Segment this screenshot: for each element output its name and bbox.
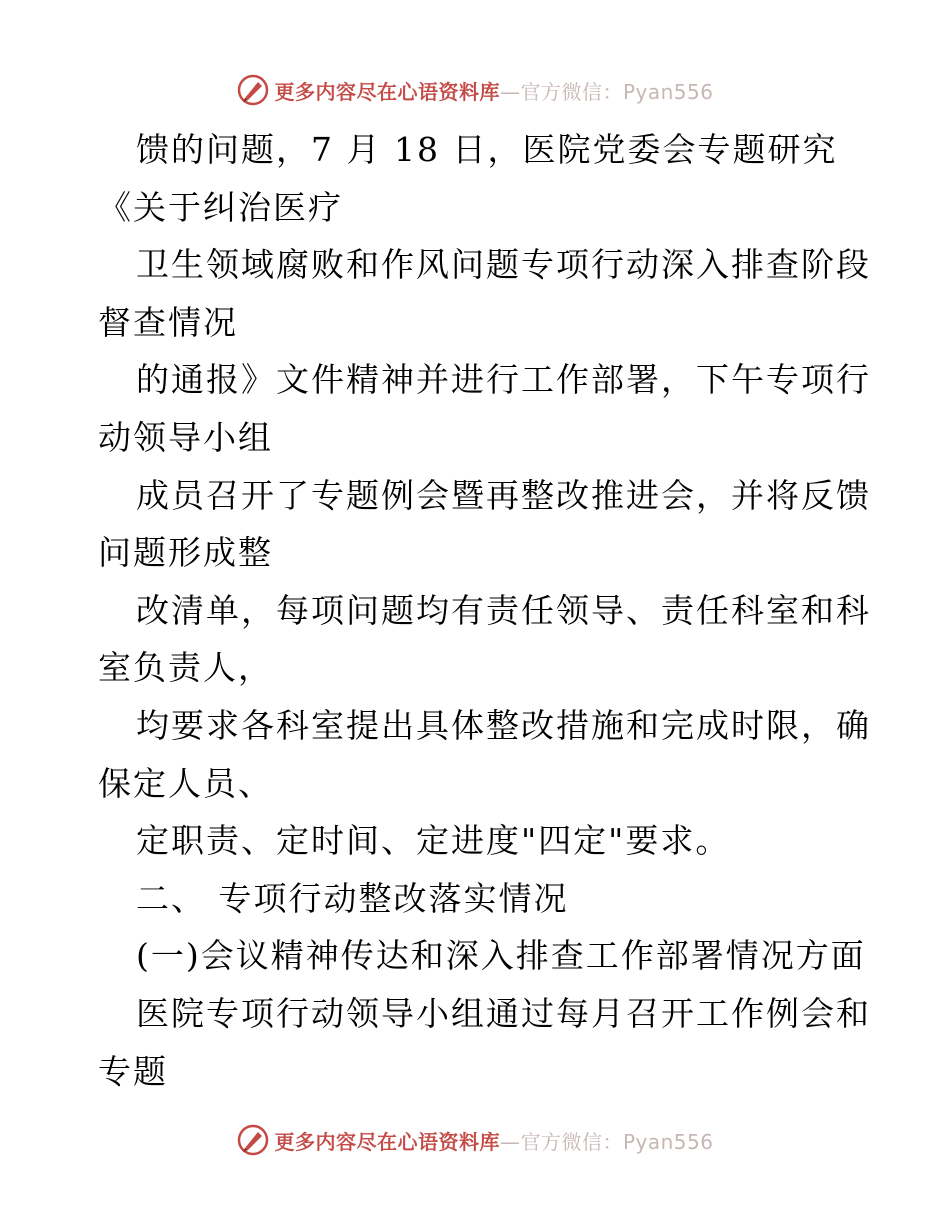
watermark-lead: 更多内容尽在心语资料库 [274, 79, 500, 104]
watermark-lead: 更多内容尽在心语资料库 [274, 1129, 500, 1154]
header-watermark [0, 70, 950, 110]
body-line: 督查情况 [98, 302, 238, 342]
body-line: 的通报》文件精神并进行工作部署，下午专项行 [136, 360, 871, 400]
body-line: 保定人员、 [98, 763, 273, 803]
pen-nib-logo-icon [236, 73, 270, 107]
body-line: 动领导小组 [98, 417, 273, 457]
body-line: 改清单，每项问题均有责任领导、责任科室和科 [136, 590, 871, 630]
watermark-dash: — [499, 79, 521, 104]
footer-watermark [0, 1120, 950, 1160]
body-line: 问题形成整 [98, 533, 273, 573]
body-line: 医院专项行动领导小组通过每月召开工作例会和 [136, 993, 871, 1033]
body-line: 定职责、定时间、定进度"四定"要求。 [136, 821, 731, 861]
pen-nib-logo-icon [236, 1123, 270, 1157]
subsection-heading: (一)会议精神传达和深入排查工作部署情况方面 [136, 936, 866, 976]
watermark-dash: — [499, 1129, 521, 1154]
body-line: 成员召开了专题例会暨再整改推进会，并将反馈 [136, 475, 871, 515]
watermark-rest: 官方微信：Pyan556 [520, 1129, 714, 1154]
body-line: 均要求各科室提出具体整改措施和完成时限，确 [136, 705, 871, 745]
watermark-rest: 官方微信：Pyan556 [520, 79, 714, 104]
body-line: 专题 [98, 1051, 168, 1091]
watermark-text [274, 1126, 713, 1155]
body-line: 室负责人， [98, 648, 273, 688]
body-line: 馈的问题，7 月 18 日，医院党委会专题研究 [136, 130, 838, 169]
watermark-text [274, 76, 713, 105]
body-line: 《关于纠治医疗 [98, 187, 343, 227]
section-heading: 二、 专项行动整改落实情况 [136, 878, 569, 918]
document-body [98, 121, 871, 1100]
body-line: 卫生领域腐败和作风问题专项行动深入排查阶段 [136, 245, 871, 285]
